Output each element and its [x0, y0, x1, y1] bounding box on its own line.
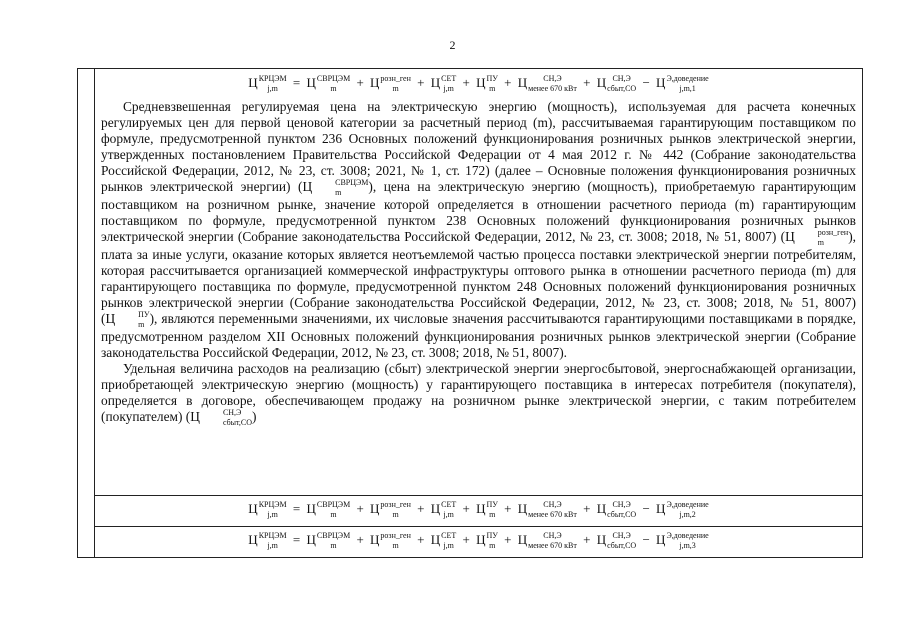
- var-svrcem: Ц СВРЦЭМ m: [306, 531, 351, 550]
- table-row: [95, 527, 862, 557]
- var-pu: Ц ПУ m: [476, 74, 498, 93]
- page-number: 2: [449, 38, 456, 52]
- formula-line-3: Ц КРЦЭМ j,m = Ц СВРЦЭМ m + Ц розн_ген m + Ц СЕТ j,m + Ц ПУ m + Ц СН,Э менее 670 кВт + Ц СН,Э сбыт,СО − Ц Э,доведение j,m,3: [248, 531, 709, 550]
- inline-var-sbyt-so: Ц СН,Э сбыт,СО: [190, 408, 253, 427]
- var-dovedenie-2: Ц Э,доведение j,m,2: [656, 500, 709, 519]
- explanation-text: [95, 99, 862, 427]
- var-set: Ц СЕТ j,m: [430, 531, 457, 550]
- var-pu: Ц ПУ m: [476, 531, 498, 550]
- table-left-column: [78, 69, 95, 557]
- var-svrcem: Ц СВРЦЭМ m: [306, 500, 351, 519]
- var-krcem: Ц КРЦЭМ j,m: [248, 74, 287, 93]
- table-row: [95, 69, 862, 496]
- var-set: Ц СЕТ j,m: [430, 500, 457, 519]
- var-krcem: Ц КРЦЭМ j,m: [248, 500, 287, 519]
- formula-line-1: Ц КРЦЭМ j,m = Ц СВРЦЭМ m + Ц розн_ген m + Ц СЕТ j,m + Ц ПУ m + Ц СН,Э менее 670 кВт + Ц СН,Э сбыт,СО − Ц Э,доведение j,m,1: [248, 74, 709, 93]
- var-pu: Ц ПУ m: [476, 500, 498, 519]
- var-dovedenie-1: Ц Э,доведение j,m,1: [656, 74, 709, 93]
- inline-var-rozn-gen: Ц розн_ген m: [785, 228, 849, 247]
- var-sbyt-so: Ц СН,Э сбыт,СО: [596, 531, 637, 550]
- var-sbyt-so: Ц СН,Э сбыт,СО: [596, 500, 637, 519]
- inline-var-pu: Ц ПУ m: [105, 310, 150, 329]
- var-svrcem: Ц СВРЦЭМ m: [306, 74, 351, 93]
- var-krcem: Ц КРЦЭМ j,m: [248, 531, 287, 550]
- var-sn-e: Ц СН,Э менее 670 кВт: [517, 74, 577, 93]
- paragraph-2: Удельная величина расходов на реализацию (сбыт) электрической энергии энергосбытовой, энергоснабжающей организации, приобретающей электрическую энергию (мощность) у гарантирующего поставщика в интересах потребителя (покупателя), определяется в договоре, обеспечивающем продажу на розничном рынке электрической энергии, с таким потребителем (покупателем) (Ц СН,Э сбыт,СО ): [101, 361, 856, 427]
- inline-var-svrcem: Ц СВРЦЭМ m: [302, 178, 369, 197]
- paragraph-1: Средневзвешенная регулируемая цена на электрическую энергию (мощность), используемая для расчета конечных регулируемых цен для первой ценовой категории за расчетный период (m), рассчитываемая гарантирующим поставщиком по формуле, предусмотренной пунктом 236 Основных положений функционирования розничных рынков электрической энергии, утвержденных постановлением Правительства Российской Федерации от 4 мая 2012 г. № 442 (Собрание законодательства Российской Федерации, 2012, № 23, ст. 3008; 2021, № 1, ст. 172) (далее – Основные положения функционирования розничных рынков электрической энергии) (Ц СВРЦЭМ m ), цена на электрическую энергию (мощность), приобретаемую гарантирующим поставщиком на розничном рынке, значение которой определяется в отношении расчетного периода (m) гарантирующим поставщиком по формуле, предусмотренной пунктом 238 Основных положений функционирования розничных рынков электрической энергии (Собрание законодательства Российской Федерации, 2012, № 23, ст. 3008; 2018, № 51, 8007) (Ц розн_ген m ), плата за иные услуги, оказание которых является неотъемлемой частью процесса поставки электрической энергии потребителям, которая рассчитывается организацией коммерческой инфраструктуры оптового рынка в отношении расчетного периода (m) для гарантирующего поставщика по формуле, предусмотренной пунктом 248 Основных положений функционирования розничных рынков электрической энергии (Собрание законодательства Российской Федерации, 2012, № 23, ст. 3008; 2018, № 51, 8007) (Ц ПУ m ), являются переменными значениями, их числовые значения рассчитываются гарантирующими поставщиками в порядке, предусмотренном разделом XII Основных положений функционирования розничных рынков электрической энергии (Собрание законодательства Российской Федерации, 2012, № 23, ст. 3008; 2018, № 51, 8007).: [101, 99, 856, 360]
- var-rozn-gen: Ц розн_ген m: [370, 531, 411, 550]
- var-sn-e: Ц СН,Э менее 670 кВт: [517, 531, 577, 550]
- formula-line-2: Ц КРЦЭМ j,m = Ц СВРЦЭМ m + Ц розн_ген m + Ц СЕТ j,m + Ц ПУ m + Ц СН,Э менее 670 кВт + Ц СН,Э сбыт,СО − Ц Э,доведение j,m,2: [248, 500, 709, 519]
- var-dovedenie-3: Ц Э,доведение j,m,3: [656, 531, 709, 550]
- var-sn-e: Ц СН,Э менее 670 кВт: [517, 500, 577, 519]
- var-set: Ц СЕТ j,m: [430, 74, 457, 93]
- var-rozn-gen: Ц розн_ген m: [370, 74, 411, 93]
- var-sbyt-so: Ц СН,Э сбыт,СО: [596, 74, 637, 93]
- var-rozn-gen: Ц розн_ген m: [370, 500, 411, 519]
- table-row: [95, 496, 862, 527]
- table-right-column: [95, 69, 862, 557]
- formula-table: [77, 68, 863, 558]
